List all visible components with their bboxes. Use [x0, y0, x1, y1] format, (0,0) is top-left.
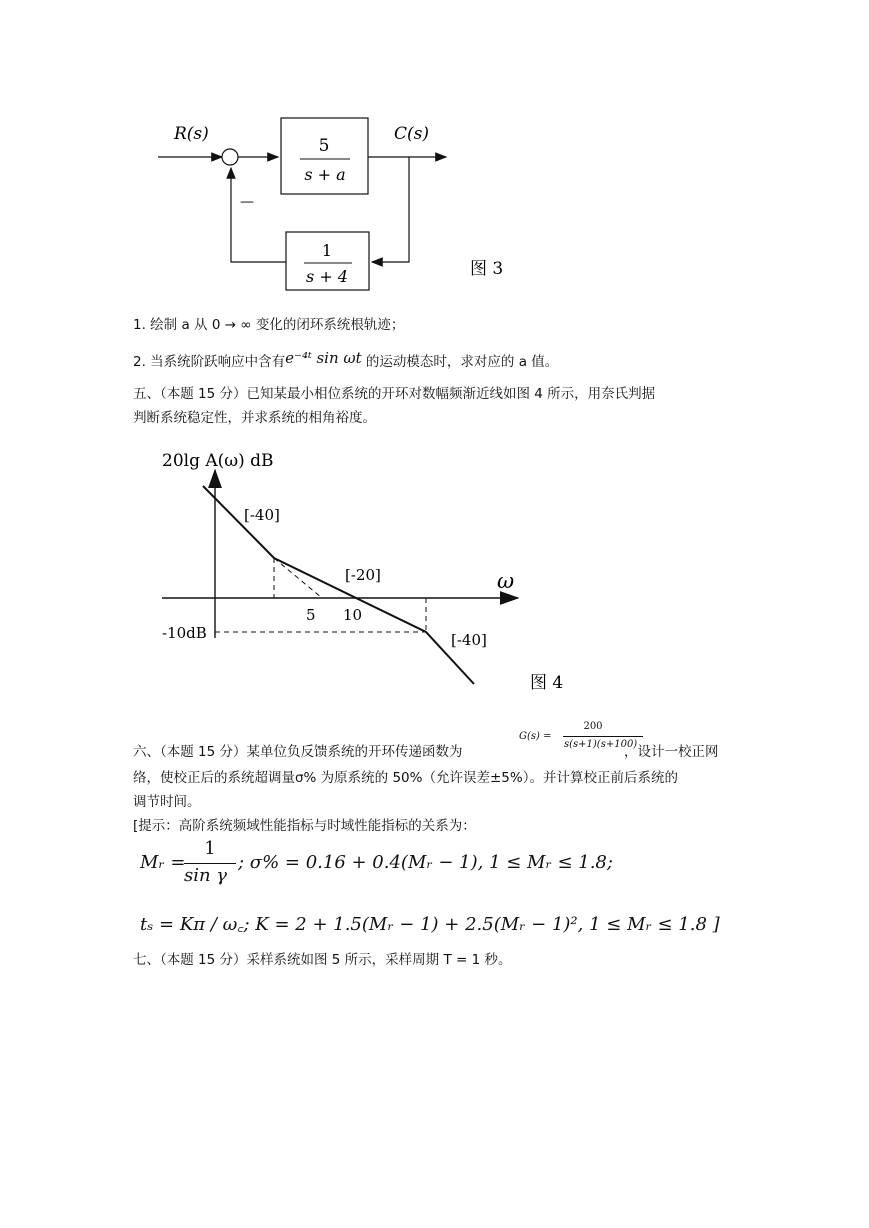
q4-item-2-math: e⁻⁴ᵗ sin ωt [285, 349, 362, 367]
slope-label-2: [-20] [345, 566, 381, 584]
figure-4-bode-plot [0, 430, 869, 710]
transfer-function-lhs: G(s) = [519, 731, 552, 742]
input-label: R(s) [174, 124, 209, 144]
forward-denominator: s + a [304, 165, 346, 184]
q7-line-1: 七、（本题 15 分）采样系统如图 5 所示，采样周期 T = 1 秒。 [133, 952, 512, 968]
x-axis-label: ω [497, 569, 515, 593]
fraction-bar [563, 736, 643, 737]
feedback-denominator: s + 4 [306, 267, 348, 286]
slope-label-3: [-40] [451, 631, 487, 649]
q4-item-1: 1. 绘制 a 从 0 → ∞ 变化的闭环系统根轨迹； [133, 317, 405, 333]
q4-item-2-prefix: 2. 当系统阶跃响应中含有 [133, 354, 286, 370]
tick-label-10: 10 [343, 606, 363, 624]
figure-4-caption: 图 4 [530, 673, 564, 693]
q6-line-2: 络，使校正后的系统超调量σ% 为原系统的 50%（允许误差±5%）。并计算校正前后系统的 [133, 770, 678, 786]
q4-item-2 [133, 350, 558, 370]
y-axis-label: 20lg A(ω) dB [162, 451, 274, 471]
negative-sign: — [240, 194, 254, 210]
output-label: C(s) [394, 124, 429, 144]
q5-line-1: 五、（本题 15 分）已知某最小相位系统的开环对数幅频渐近线如图 4 所示，用奈氏判据 [133, 386, 656, 402]
q4-item-2-suffix: 的运动模态时，求对应的 a 值。 [361, 354, 559, 370]
q6-line-1 [133, 740, 463, 760]
formula-1-denominator: sin γ [184, 865, 228, 886]
formula-1-bar [184, 863, 236, 864]
figure-3-block-diagram [0, 0, 869, 300]
q6-hint: [提示：高阶系统频域性能指标与时域性能指标的关系为： [133, 818, 476, 834]
level-label: -10dB [162, 624, 207, 642]
summing-junction [222, 149, 238, 165]
forward-numerator: 5 [318, 136, 330, 156]
transfer-function-denominator: s(s+1)(s+100) [564, 739, 638, 750]
q6-line-3: 调节时间。 [133, 794, 201, 810]
formula-1-rest: ; σ% = 0.16 + 0.4(Mᵣ − 1), 1 ≤ Mᵣ ≤ 1.8; [238, 852, 613, 873]
formula-2: tₛ = Kπ / ω꜀; K = 2 + 1.5(Mᵣ − 1) + 2.5(Mᵣ − 1)², 1 ≤ Mᵣ ≤ 1.8 ] [140, 914, 720, 935]
q6-line-1-prefix: 六、（本题 15 分）某单位负反馈系统的开环传递函数为 [133, 744, 463, 760]
formula-1-lhs: Mᵣ = [140, 852, 186, 873]
slope-label-1: [-40] [244, 506, 280, 524]
q6-line-1-suffix: ，设计一校正网 [624, 744, 719, 760]
formula-1 [140, 838, 700, 890]
q5-line-2: 判断系统稳定性，并求系统的相角裕度。 [133, 410, 376, 426]
figure-3-caption: 图 3 [470, 259, 504, 279]
formula-1-numerator: 1 [204, 838, 216, 859]
tick-label-5: 5 [306, 606, 316, 624]
feedback-numerator: 1 [321, 241, 333, 260]
transfer-function-numerator: 200 [583, 721, 603, 732]
